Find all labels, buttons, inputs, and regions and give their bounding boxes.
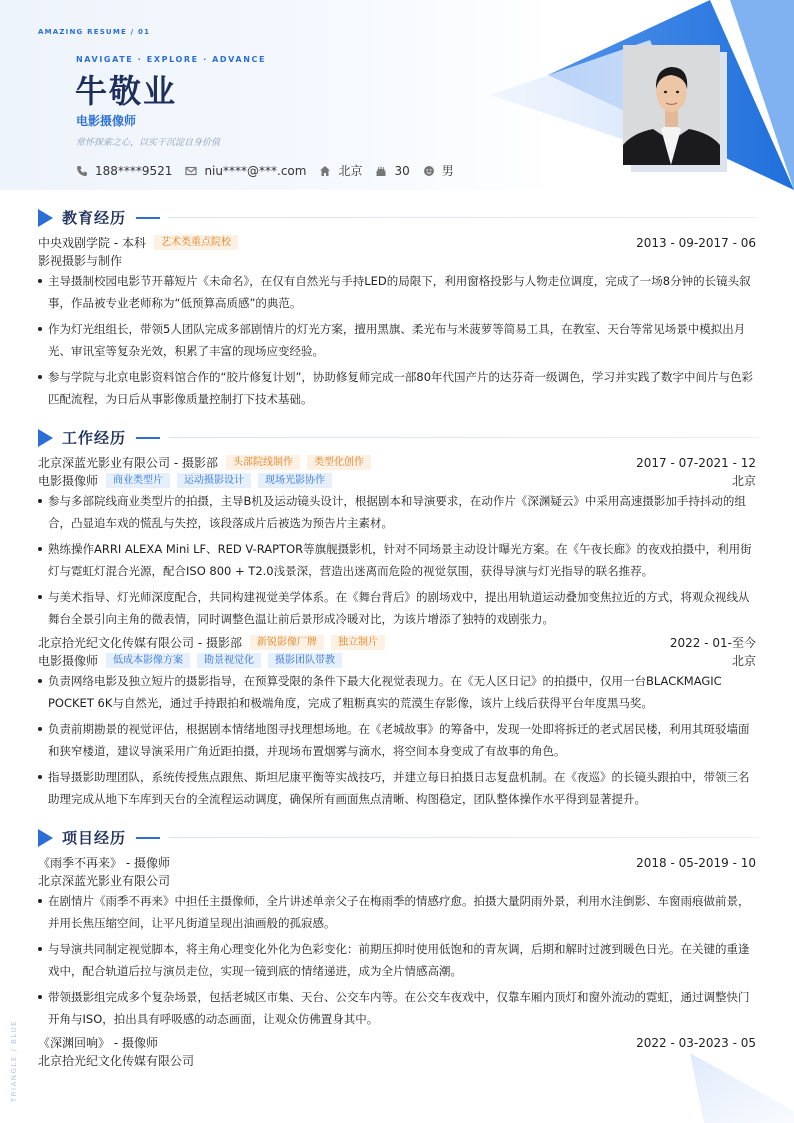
triangle-marker-icon [38, 209, 53, 227]
skill-badge: 运动摄影设计 [177, 473, 251, 488]
divider-line [168, 437, 758, 438]
section-education-header [38, 207, 758, 228]
project-bullet: 与导演共同制定视觉脚本，将主角心理变化外化为色彩变化：前期压抑时使用低饱和的青灰调，后期和解时过渡到暖色日光。在关键的重逢戏中，配合轨道后拉与演员走位，实现一镜到底的情绪递进，成为全片情感高潮。 [38, 938, 756, 982]
candidate-name: 牛敬业 [75, 72, 178, 110]
work-role: 电影摄像师 [38, 654, 99, 668]
phone-icon [76, 165, 88, 177]
section-title: 项目经历 [62, 829, 127, 847]
project-company: 北京拾光纪文化传媒有限公司 [38, 1054, 195, 1068]
education-bullet: 参与学院与北京电影资料馆合作的“胶片修复计划”，协助修复师完成一部80年代国产片的达芬奇一级调色，学习并实践了数字中间片与色彩匹配流程，为日后从事影像质量控制打下技术基础。 [38, 366, 756, 410]
company-badge: 类型化创作 [307, 455, 371, 470]
nav-tagline: NAVIGATE · EXPLORE · ADVANCE [76, 55, 267, 64]
contact-bar [76, 162, 467, 179]
cake-icon [375, 165, 387, 177]
mail-icon [185, 165, 197, 177]
phone-text: 188****9521 [95, 163, 173, 178]
project-company-row [38, 872, 756, 889]
skill-badge: 商业类型片 [106, 473, 170, 488]
divider-line [168, 837, 758, 838]
education-bullet: 作为灯光组组长，带领5人团队完成多部剧情片的灯光方案，擅用黑旗、柔光布与米菠萝等简易工具，在教室、天台等常见场景中模拟出月光、审讯室等复杂光效，积累了丰富的现场应变经验。 [38, 318, 756, 362]
gender-text: 男 [441, 164, 454, 178]
work-bullet: 参与多部院线商业类型片的拍摄，主导B机及运动镜头设计，根据剧本和导演要求，在动作片《深渊疑云》中采用高速摄影加手持抖动的组合，凸显追车戏的慌乱与失控，该段落成片后被选为预告片主素材。 [38, 490, 756, 534]
contact-age [375, 164, 409, 178]
work-entry-header [38, 454, 756, 471]
project-period: 2022 - 03-2023 - 05 [636, 1035, 756, 1050]
project-bullet: 在剧情片《雨季不再来》中担任主摄像师，全片讲述单亲父子在梅雨季的情感疗愈。拍摄大量阴雨外景，利用水洼倒影、车窗雨痕做前景，并用长焦压缩空间，让平凡街道呈现出油画般的孤寂感。 [38, 890, 756, 934]
company-badge: 独立制片 [331, 635, 385, 650]
city-text: 北京 [338, 164, 363, 178]
triangle-marker-icon [38, 829, 53, 847]
work-city: 北京 [731, 654, 756, 668]
profile-photo [623, 45, 720, 165]
major: 影视摄影与制作 [38, 254, 123, 268]
title-dash [136, 217, 160, 219]
section-title: 工作经历 [62, 429, 127, 447]
contact-phone [76, 164, 172, 178]
work-period: 2022 - 01-至今 [669, 636, 756, 650]
work-city: 北京 [731, 474, 756, 488]
education-entry-header [38, 234, 756, 251]
project-entry-header [38, 1034, 756, 1051]
project-bullet: 带领摄影组完成多个复杂场景，包括老城区市集、天台、公交车内等。在公交车夜戏中，仅靠车厢内顶灯和窗外流动的霓虹，通过调整快门开角与ISO，拍出具有呼吸感的动态画面，让观众仿佛置身其中。 [38, 986, 756, 1030]
section-projects-header [38, 827, 758, 848]
side-tag: TRIANGLE / BLUE [10, 1020, 18, 1103]
company-badge: 新锐影像厂牌 [250, 635, 324, 650]
work-period: 2017 - 07-2021 - 12 [636, 455, 756, 470]
footer-triangle [684, 1053, 794, 1123]
title-dash [136, 837, 160, 839]
project-title: 《雨季不再来》 - 摄像师 [38, 856, 170, 870]
work-bullet: 负责网络电影及独立短片的摄影指导，在预算受限的条件下最大化视觉表现力。在《无人区日记》的拍摄中，仅用一台BLACKMAGIC POCKET 6K与自然光，通过手持跟拍和极端角度，完成了粗粝真实的荒漠生存影像，该片上线后获得平台年度黑马奖。 [38, 670, 756, 714]
home-icon [319, 165, 331, 177]
education-period: 2013 - 09-2017 - 06 [636, 235, 756, 250]
education-bullet: 主导摄制校园电影节开幕短片《未命名》，在仅有自然光与手持LED的局限下，利用窗格投影与人物走位调度，完成了一场8分钟的长镜头叙事，作品被专业老师称为“低预算高质感”的典范。 [38, 270, 756, 314]
company-name: 北京拾光纪文化传媒有限公司 - 摄影部 [38, 636, 242, 650]
triangle-marker-icon [38, 429, 53, 447]
work-bullet: 与美术指导、灯光师深度配合，共同构建视觉美学体系。在《舞台背后》的剧场戏中，提出用轨道运动叠加变焦拉近的方式，将观众视线从舞台全景引向主角的微表情，同时调整色温让前后景形成冷暖对比，为该片增添了独特的戏剧张力。 [38, 586, 756, 630]
project-title: 《深渊回响》 - 摄像师 [38, 1036, 158, 1050]
work-bullet: 指导摄影助理团队，系统传授焦点跟焦、斯坦尼康平衡等实战技巧，并建立每日拍摄日志复盘机制。在《夜巡》的长镜头跟拍中，带领三名助理完成从地下车库到天台的全流程运动调度，确保所有画面焦点清晰、构图稳定，团队整体操作水平得到显著提升。 [38, 766, 756, 810]
portrait-illustration [623, 45, 720, 165]
age-text: 30 [394, 163, 410, 178]
skill-badge: 摄影团队带教 [268, 653, 342, 668]
work-role-row [38, 652, 756, 669]
company-name: 北京深蓝光影业有限公司 - 摄影部 [38, 456, 218, 470]
work-bullet: 熟练操作ARRI ALEXA Mini LF、RED V-RAPTOR等旗舰摄影机，针对不同场景主动设计曝光方案。在《午夜长廊》的夜戏拍摄中，利用街灯与霓虹灯混合光源，配合ISO 800 + T2.0浅景深，营造出迷离而危险的视觉氛围，获得导演与灯光指导的联名推荐。 [38, 538, 756, 582]
school-name: 中央戏剧学院 - 本科 [38, 236, 146, 250]
user-icon [423, 165, 435, 177]
work-bullet: 负责前期勘景的视觉评估，根据剧本情绪地图寻找理想场地。在《老城故事》的筹备中，发现一处即将拆迁的老式居民楼，利用其斑驳墙面和狭窄楼道，建议导演采用广角近距拍摄，并现场布置烟雾与滴水，将空间本身变成了有故事的角色。 [38, 718, 756, 762]
project-period: 2018 - 05-2019 - 10 [636, 855, 756, 870]
section-title: 教育经历 [62, 209, 127, 227]
divider-line [168, 217, 758, 218]
education-major-row [38, 252, 756, 269]
work-role: 电影摄像师 [38, 474, 99, 488]
skill-badge: 勘景视觉化 [197, 653, 261, 668]
work-role-row [38, 472, 756, 489]
skill-badge: 现场光影协作 [258, 473, 332, 488]
job-title: 电影摄像师 [76, 114, 137, 128]
company-badge: 头部院线制作 [226, 455, 300, 470]
project-company: 北京深蓝光影业有限公司 [38, 874, 171, 888]
contact-email [185, 164, 306, 178]
email-text: niu****@***.com [204, 163, 307, 178]
section-work-header [38, 427, 758, 448]
skill-badge: 低成本影像方案 [106, 653, 190, 668]
school-badge: 艺术类重点院校 [154, 235, 238, 250]
title-dash [136, 437, 160, 439]
corner-tag: AMAZING RESUME / 01 [38, 28, 151, 36]
project-company-row [38, 1052, 756, 1069]
project-entry-header [38, 854, 756, 871]
work-entry-header [38, 634, 756, 651]
contact-gender [423, 162, 454, 179]
motto: 常怀探索之心，以实干沉淀自身价值 [76, 138, 221, 148]
contact-city [319, 162, 362, 179]
